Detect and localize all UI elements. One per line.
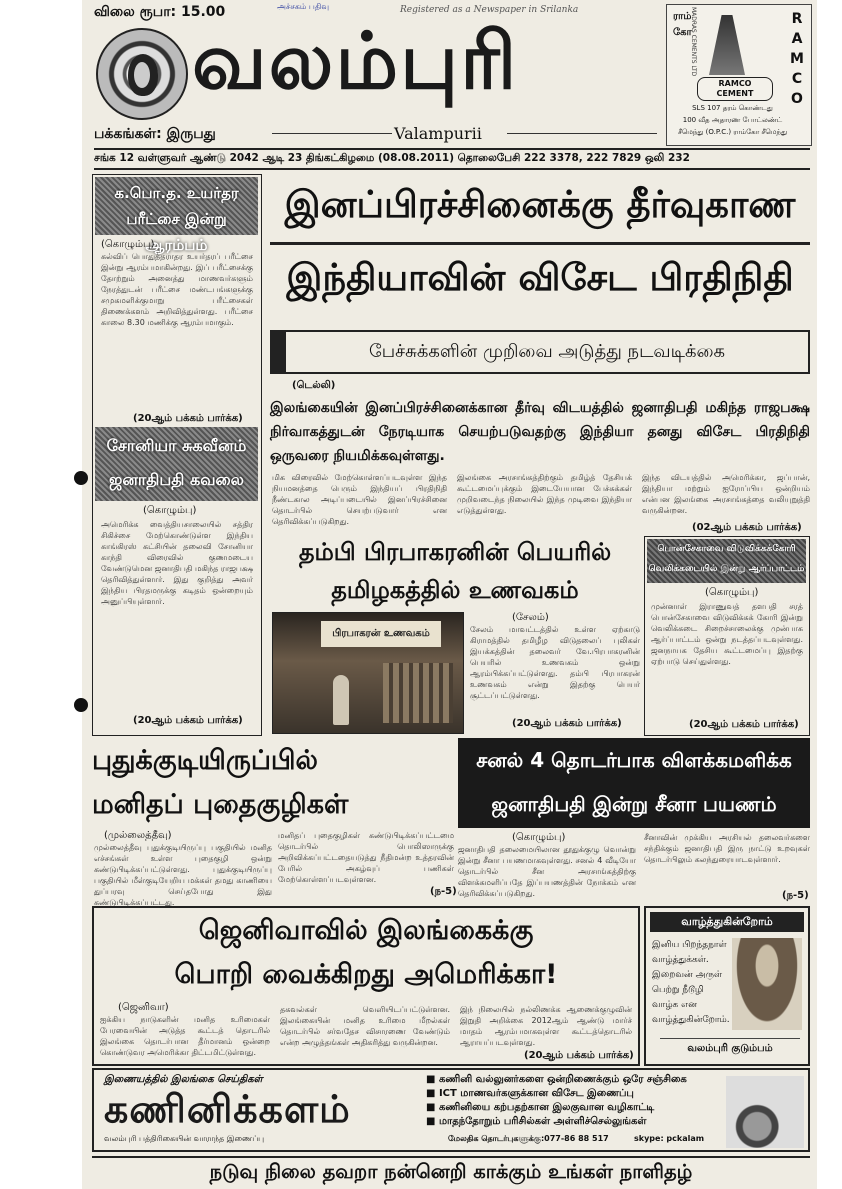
kanini-top-line: இணையத்தில் இலங்கை செய்திகள்: [104, 1074, 263, 1085]
kanini-skype: skype: pckalam: [634, 1134, 705, 1143]
story1-continue: (20ஆம் பக்கம் பார்க்க): [133, 413, 243, 424]
geneva-story-box: [92, 906, 640, 1066]
masthead-subtitle: Valampurii: [394, 124, 482, 143]
kanini-item-3-text: கணினியை கற்பதற்கான இலகுவான வழிகாட்டி: [438, 1102, 655, 1113]
china-headline-line1: சனல் 4 தொடர்பாக விளக்கமளிக்க: [476, 748, 792, 772]
story1-body: கல்விப் பொதுத்தராதர உயர்தரப் பரீட்சை இன்று ஆரம்பமாகின்றது. இப் பரீட்சைக்கு தோற்றும் அனைத்து மாணவர்களும் நேரத்துடன் பரீட்சை மண்டபங்களுக்கு சமுகமளிக்குமாறு பரீட்சைகள் திணைக்களம் அறிவித்துள்ளது. பரீட்சை காலை 8.30 மணிக்கு ஆரம்பமாகும்.: [101, 252, 253, 327]
kanini-item-3: ■ கணினியை கற்பதற்கான இலகுவான வழிகாட்டி: [426, 1102, 655, 1113]
lead-subhead: பேச்சுக்களின் முறிவை அடுத்து நடவடிக்கை: [368, 341, 726, 362]
pudu-body2: மனிதப் புதைகுழிகள் கண்டுபிடிக்கப்பட்டமை தொடர்பில் பொலிஸாருக்கு அறிவிக்கப்பட்டதையடுத்து நீதிமன்ற உத்தரவின் பேரில் அகழ்வுப் பணிகள் மேற்கொள்ளப்படவுள்ளன.: [278, 831, 454, 884]
lead-dateline: (டெல்லி): [292, 380, 336, 391]
china-body1: ஜனாதிபதி தலைமையிலான தூதுக்குழு வொன்று இன்று சீனா பயணமாகவுள்ளது. சனல் 4 வீடியோ தொடர்பில் சீன அரசாங்கத்திற்கு விளக்கமளிப்பதே இப்பயணத்தின் நோக்கம் என தெரிவிக்கப்படுகிறது.: [458, 845, 636, 898]
story2-headline-line1: சோனியா சுகவீனம்: [106, 436, 247, 455]
ramco-ad: [666, 4, 812, 146]
story2-body: அமெரிக்க வைத்தியசாலையில் சத்திர சிகிச்சை மேற்கொண்டுள்ள இந்திய காங்கிரஸ் கட்சியின் தலைவி சோனியா காந்தி விரைவில் குணமடைய வேண்டுமென ஜனாதிபதி மகிந்த ராஜபக்ஷ தெரிவித்துள்ளார். இது குறித்து அவர் இந்திய பிரதமருக்கு கடிதம் ஒன்றையும் அனுப்பியுள்ளார்.: [101, 520, 253, 606]
lead-headline-line2: இந்தியாவின் விசேட பிரதிநிதி: [286, 256, 794, 299]
left-bottom-story: [92, 740, 457, 907]
kanini-contact: மேலதிக தொடர்புகளுக்கு:077-86 88 517: [448, 1134, 609, 1143]
ramco-vertical: RAMCO: [790, 11, 804, 107]
story2-headline-line2: ஜனாதிபதி கவலை: [109, 470, 244, 489]
ramco-line-2: 100 வீத அதாரண போட்லண்ட்: [682, 116, 783, 124]
kanini-tagline: வலம்புரி பத்திரிகையின் வாராந்த இணைப்பு: [104, 1134, 265, 1143]
dateline: சங்க 12 வள்ளுவர் ஆண்டு 2042 ஆடி 23 திங்கட்கிழமை (08.08.2011) தொலைபேசி 222 3378, 222 7829 ஒலி 232: [94, 152, 690, 164]
kanini-ad: [92, 1068, 810, 1152]
photo-shelves: [383, 663, 453, 723]
geneva-col3: இந் நிலையில் நல்லிணக்க ஆணைக்குழுவின் இறுதி அறிக்கை 2012ஆம் ஆண்டு மார்ச் மாதம் ஆரம்பமாகவுள்ள கூட்டத்தொடரில் ஆராயப்படவுள்ளது.: [460, 1005, 632, 1047]
pudu-tag: (ந-5): [430, 886, 457, 897]
greeting-box: [644, 906, 810, 1066]
china-headline-line2: ஜனாதிபதி இன்று சீனா பயணம்: [491, 792, 777, 816]
conch-logo-icon: [96, 28, 188, 120]
ring-text: MADRAS CEMENTS LTD: [690, 7, 697, 77]
price: விலை ரூபா: 15.00: [94, 4, 226, 20]
title-rule-right: [507, 133, 657, 134]
mid-body: சேலம் மாவட்டத்தில் உள்ள ஏற்காடு கிராமத்தில் தமிழீழ விடுதலைப் புலிகள் இயக்கத்தின் தலைவர் வே.பிரபாகரனின் பெயரில் உணவகம் ஒன்று ஆரம்பிக்கப்பட்டுள்ளது. தம்பி பிரபாகரன் உணவகம் என்று இதற்கு பெயர் சூட்டப்பட்டுள்ளது.: [470, 625, 640, 700]
greeting-title: வாழ்த்துகின்றோம்: [650, 912, 804, 932]
temple-tower-icon: [697, 15, 757, 75]
ramco-line-1: SLS 107 தரம் கொண்டது: [692, 104, 773, 112]
mid-dateline: (சேலம்): [512, 612, 549, 623]
pudu-headline-line2: மனிதப் புதைகுழிகள்: [92, 789, 349, 820]
lead-col2: இலங்கை அரசாங்கத்திற்கும் தமிழ்த் தேசியக் கூட்டமைப்புக்கும் இடையேயான பேச்சுக்கள் முறிவடைந்த நிலையில் இந்த முடிவை இந்தியா எடுத்துள்ளது.: [457, 473, 632, 515]
right-headline-line1: பொன்சேகாவை விடுவிக்கக்கோரி: [657, 544, 796, 554]
geneva-dateline: (ஜெனிவா): [118, 1002, 169, 1013]
kanini-item-1-text: கணினி வல்லுனர்களை ஒன்றிணைக்கும் ஒரே சஞ்சிகை: [438, 1074, 687, 1085]
pages-count: பக்கங்கள்: இருபது: [94, 126, 216, 142]
binder-hole-icon: [74, 471, 88, 485]
dateline-rule-bottom: [94, 168, 810, 170]
lead-col3: இந்த விடயத்தில் அமெரிக்கா, ஜப்பான், இந்தியா மற்றும் ஐரோப்பிய ஒன்றியம் என்பன இலங்கை அரசாங்கத்தை வலியுறுத்தி வருகின்றன.: [642, 473, 810, 515]
newspaper-page: [82, 0, 817, 1189]
slogan: நடுவு நிலை தவறா நன்னெறி காக்கும் உங்கள் நாளிதழ்: [92, 1156, 810, 1186]
kanini-item-2: ■ ICT மாணவர்களுக்கான விசேட இணைப்பு: [426, 1088, 634, 1099]
story2-headline: [95, 427, 258, 501]
greeting-portrait: [732, 938, 802, 1030]
right-headline: [647, 539, 806, 583]
story1-headline: க.பொ.த. உயர்தர பரீட்சை இன்று ஆரம்பம்: [95, 177, 258, 235]
ramco-line-3: சீமெந்து (O.P.C.) ராம்கோ சீமெந்து: [677, 128, 788, 136]
lead-continue: (02ஆம் பக்கம் பார்க்க): [692, 522, 802, 533]
greeting-body: இனிய பிறந்தநாள் வாழ்த்துக்கள். இறைவன் அருள் பெற்று நீடூழி வாழ்க என வாழ்த்துகின்றோம்.: [652, 940, 730, 1025]
china-headline-box: [458, 738, 810, 828]
kanini-title: கணினிக்களம்: [104, 1087, 351, 1131]
lead-rule: [270, 242, 810, 245]
registered-note: Registered as a Newspaper in Srilanka: [400, 5, 579, 15]
right-body: முன்னாள் இராணுவத் தளபதி சரத் பொன்சேகாவை விடுவிக்கக் கோரி இன்று வெலிக்கடை சிறைச்சாலைக்கு முன்பாக ஆர்ப்பாட்டம் ஒன்று நடத்தப்படவுள்ளது. ஜனநாயக தேசிய கூட்டமைப்பு இதற்கு ஏற்பாடு செய்துள்ளது.: [651, 602, 803, 666]
kanini-item-1: ■ கணினி வல்லுனர்களை ஒன்றிணைக்கும் ஒரே சஞ்சிகை: [426, 1074, 687, 1085]
lead-headline-line1: இனப்பிரச்சினைக்கு தீர்வுகாண: [284, 183, 796, 226]
china-dateline: (கொழும்பு): [512, 832, 566, 843]
photo-person: [333, 675, 349, 725]
kanini-item-4: ■ மாதந்தோறும் பரிசில்கள் அள்ளிச்செல்லுங்கள்: [426, 1116, 647, 1127]
title-rule-left: [272, 133, 392, 134]
geneva-col2: தகவல்கள் வெளியிடப்பட்டுள்ளன. இலங்கையின் மனித உரிமை மீறல்கள் தொடர்பில் சர்வதேச விசாரணை வேண்டும் என்ற அழுத்தங்கள் அதிகரித்து வருகின்றன.: [280, 1005, 450, 1047]
kanini-item-4-text: மாதந்தோறும் பரிசில்கள் அள்ளிச்செல்லுங்கள்: [438, 1116, 647, 1127]
geneva-headline-line1: ஜெனிவாவில் இலங்கைக்கு: [198, 915, 534, 946]
lead-subhead-box: [270, 330, 810, 374]
geneva-col1: ஐக்கிய நாடுகளின் மனித உரிமைகள் பேரவையின் அடுத்த கூட்டத் தொடரில் இலங்கை தொடர்பான தீர்மானம் ஒன்றை கொண்டுவர அமெரிக்கா திட்டமிட்டுள்ளது.: [100, 1015, 270, 1057]
masthead-title: வலம்புரி: [192, 17, 519, 107]
kanini-item-2-text: ICT மாணவர்களுக்கான விசேட இணைப்பு: [438, 1088, 634, 1099]
geneva-headline-line2: பொறி வைக்கிறது அமெரிக்கா!: [174, 959, 558, 990]
mid-headline-line1: தம்பி பிரபாகரனின் பெயரில்: [298, 538, 612, 566]
lead-intro: இலங்கையின் இனப்பிரச்சினைக்கான தீர்வு விடயத்தில் ஜனாதிபதி மகிந்த ராஜபக்ஷ நிர்வாகத்துடன் நேரடியாக செயற்படுவதற்கு இந்தியா தனது விசேட பிரதிநிதி ஒருவரை நியமிக்கவுள்ளது.: [270, 400, 810, 464]
right-continue: (20ஆம் பக்கம் பார்க்க): [689, 719, 799, 730]
story2-dateline: (கொழும்பு): [143, 505, 197, 516]
dateline-rule-top: [94, 148, 810, 150]
left-column: [92, 174, 262, 736]
right-dateline: (கொழும்பு): [705, 587, 759, 598]
right-story-box: [644, 536, 810, 736]
pudu-headline-line1: புதுக்குடியிருப்பில்: [92, 745, 318, 776]
china-tag: (ந-5): [782, 890, 809, 901]
story2-continue: (20ஆம் பக்கம் பார்க்க): [133, 715, 243, 726]
restaurant-photo: [272, 612, 464, 734]
mid-continue: (20ஆம் பக்கம் பார்க்க): [512, 718, 622, 729]
photo-sign: பிரபாகரன் உணவகம்: [321, 621, 441, 647]
ramco-ad-brand-left: ராம்கோ: [673, 11, 692, 38]
cd-disc-icon: [726, 1076, 804, 1148]
binder-hole-icon: [74, 698, 88, 712]
ramco-badge: RAMCO CEMENT: [697, 77, 773, 101]
greeting-sign: வலம்புரி குடும்பம்: [660, 1038, 800, 1055]
geneva-continue: (20ஆம் பக்கம் பார்க்க): [524, 1050, 634, 1061]
story1-dateline: (கொழும்பு): [101, 239, 155, 250]
right-headline-line2: வெலிக்கடையில் இன்று ஆர்ப்பாட்டம்: [648, 564, 805, 574]
pudu-dateline: (முல்லைத்தீவு): [104, 830, 172, 841]
lead-col1: மிக விரைவில் மேற்கொள்ளப்படவுள்ள இந்த நியமனத்தை பெரும் இந்தியப் பிரதிநிதி நீண்டகால அடிப்படையில் இனப்பிரச்சினை தொடர்பில் செயற்படுவார் என தெரிவிக்கப்படுகிறது.: [272, 473, 447, 526]
china-body2: சீனாவின் முக்கிய அரசியல் தலைவர்களை சந்திக்கும் ஜனாதிபதி இரு நாட்டு உறவுகள் தொடர்பிலும் கலந்துரையாடவுள்ளார்.: [644, 833, 810, 864]
mid-headline-line2: தமிழகத்தில் உணவகம்: [331, 576, 579, 604]
registration-stamp: அச்சகம் பதிவு: [277, 2, 330, 11]
pudu-body1: முல்லைத்தீவு புதுக்குடியிருப்பு பகுதியில் மனித எச்சங்கள் உள்ள புதைகுழி ஒன்று கண்டுபிடிக்கப்பட்டுள்ளது. புதுக்குடியிருப்பு பகுதியில் மீள்குடியேறிய மக்கள் தமது காணியை துப்பரவு செய்தபோது இது கண்டுபிடிக்கப்பட்டது.: [94, 843, 272, 907]
